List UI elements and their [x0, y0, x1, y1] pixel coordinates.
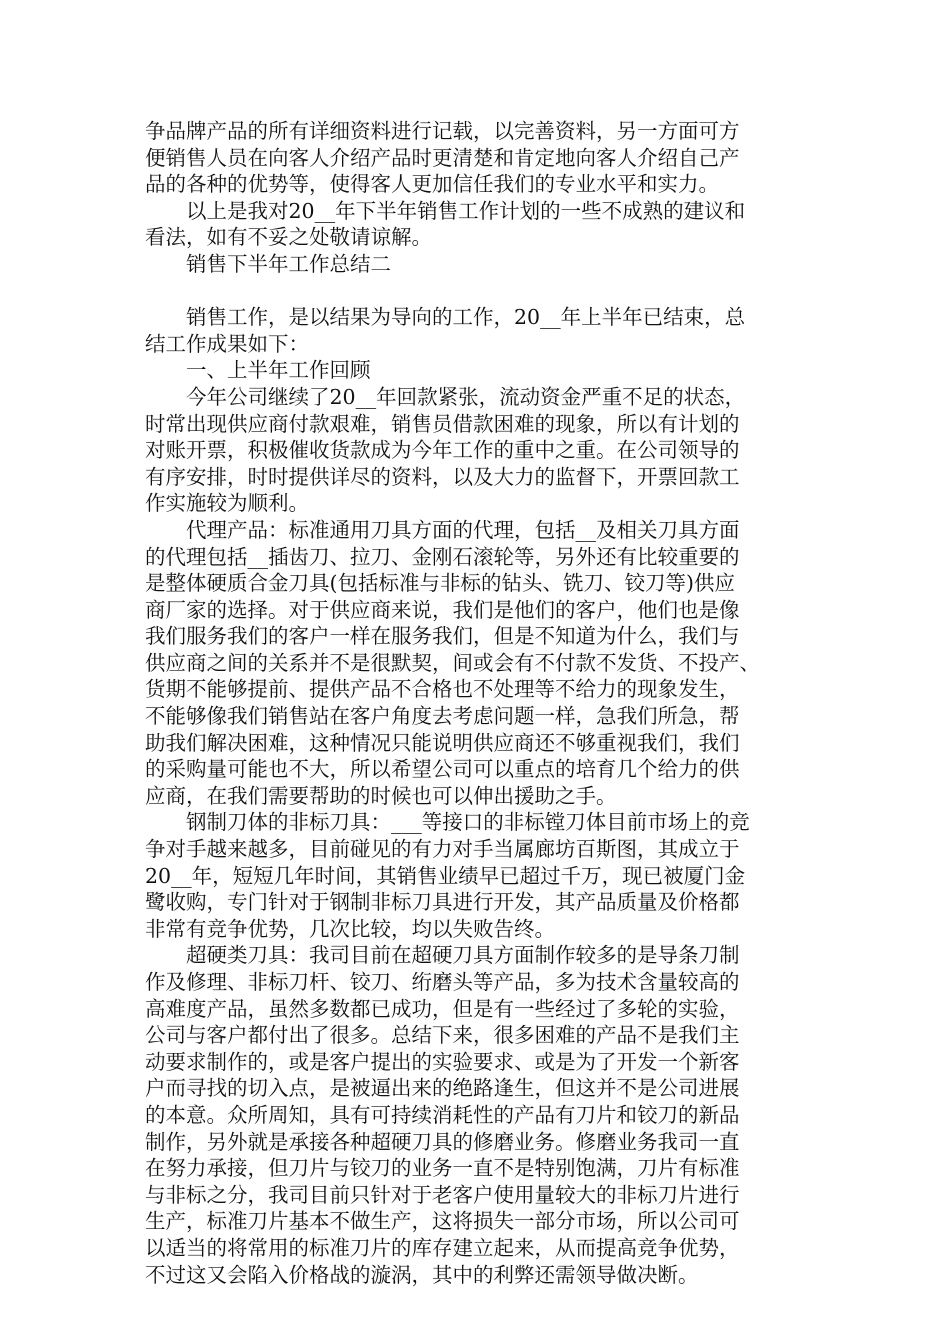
text-line: 便销售人员在向客人介绍产品时更清楚和肯定地向客人介绍自己产: [145, 145, 740, 170]
text-line: 以上是我对20__年下半年销售工作计划的一些不成熟的建议和: [145, 198, 746, 223]
text-line: 公司与客户都付出了很多。总结下来，很多困难的产品不是我们主: [145, 1023, 740, 1048]
text-line: 品的各种的优势等，使得客人更加信任我们的专业水平和实力。: [145, 172, 719, 197]
text-line: 非常有竞争优势，几次比较，均以失败告终。: [145, 916, 555, 941]
text-line: 作及修理、非标刀杆、铰刀、绗磨头等产品，多为技术含量较高的: [145, 970, 740, 994]
text-line: 销售工作，是以结果为导向的工作，20__年上半年已结束，总: [145, 305, 746, 330]
text-line: 看法，如有不妥之处敬请谅解。: [145, 225, 432, 250]
text-line: 我们服务我们的客户一样在服务我们，但是不知道为什么，我们与: [145, 624, 740, 649]
text-line: 的本意。众所周知，具有可持续消耗性的产品有刀片和铰刀的新品: [145, 1102, 740, 1127]
text-line: 高难度产品，虽然多数都已成功，但是有一些经过了多轮的实验，: [145, 996, 740, 1021]
text-line: 制作，另外就是承接各种超硬刀具的修磨业务。修磨业务我司一直: [145, 1129, 740, 1154]
text-line: 以适当的将常用的标准刀片的库存建立起来，从而提高竞争优势，: [145, 1235, 740, 1260]
text-line: 应商，在我们需要帮助的时候也可以伸出援助之手。: [145, 783, 617, 808]
text-line: 一、上半年工作回顾: [145, 358, 371, 383]
text-line: 今年公司继续了20__年回款紧张，流动资金严重不足的状态，: [145, 384, 746, 409]
text-line: 结工作成果如下：: [145, 331, 309, 356]
body-section-after-gap: [145, 304, 825, 1288]
text-line: 20__年，短短几年时间，其销售业绩早已超过千万，现已被厦门金: [145, 863, 746, 888]
body-section-before-gap: [145, 118, 825, 278]
text-line: 作实施较为顺利。: [145, 491, 309, 516]
text-line: 生产，标准刀片基本不做生产，这将损失一部分市场，所以公司可: [145, 1209, 740, 1234]
text-line: 与非标之分，我司目前只针对于老客户使用量较大的非标刀片进行: [145, 1182, 740, 1207]
text-line: 货期不能够提前、提供产品不合格也不处理等不给力的现象发生，: [145, 677, 740, 702]
text-line: 鹭收购，专门针对于钢制非标刀具进行开发，其产品质量及价格都: [145, 890, 740, 915]
blank-line: [145, 278, 825, 305]
document-body: [145, 118, 825, 1288]
text-line: 争品牌产品的所有详细资料进行记载，以完善资料，另一方面可方: [145, 119, 740, 143]
text-line: 供应商之间的关系并不是很默契，间或会有不付款不发货、不投产、: [145, 650, 760, 675]
text-line: 对账开票，积极催收货款成为今年工作的重中之重。在公司领导的: [145, 438, 740, 463]
text-line: 钢制刀体的非标刀具：___等接口的非标镗刀体目前市场上的竞: [145, 810, 750, 835]
text-line: 动要求制作的，或是客户提出的实验要求、或是为了开发一个新客: [145, 1049, 740, 1074]
text-line: 有序安排，时时提供详尽的资料，以及大力的监督下，开票回款工: [145, 464, 740, 489]
text-line: 代理产品：标准通用刀具方面的代理，包括__及相关刀具方面: [145, 517, 740, 542]
text-line: 商厂家的选择。对于供应商来说，我们是他们的客户，他们也是像: [145, 597, 740, 622]
text-line: 不能够像我们销售站在客户角度去考虑问题一样，急我们所急，帮: [145, 704, 740, 729]
text-line: 助我们解决困难，这种情况只能说明供应商还不够重视我们，我们: [145, 730, 740, 755]
text-line: 户而寻找的切入点，是被逼出来的绝路逢生，但这并不是公司进展: [145, 1076, 740, 1101]
text-line: 争对手越来越多，目前碰见的有力对手当属廊坊百斯图，其成立于: [145, 837, 740, 862]
text-line: 时常出现供应商付款艰难，销售员借款困难的现象，所以有计划的: [145, 411, 740, 436]
text-line: 不过这又会陷入价格战的漩涡，其中的利弊还需领导做决断。: [145, 1262, 699, 1287]
text-line: 销售下半年工作总结二: [145, 251, 391, 276]
text-line: 在努力承接，但刀片与铰刀的业务一直不是特别饱满，刀片有标准: [145, 1156, 740, 1181]
text-line: 是整体硬质合金刀具(包括标准与非标的钻头、铣刀、铰刀等)供应: [145, 571, 735, 596]
text-line: 的代理包括__插齿刀、拉刀、金刚石滚轮等，另外还有比较重要的: [145, 544, 740, 569]
text-line: 超硬类刀具：我司目前在超硬刀具方面制作较多的是导条刀制: [145, 943, 740, 968]
text-line: 的采购量可能也不大，所以希望公司可以重点的培育几个给力的供: [145, 757, 740, 782]
